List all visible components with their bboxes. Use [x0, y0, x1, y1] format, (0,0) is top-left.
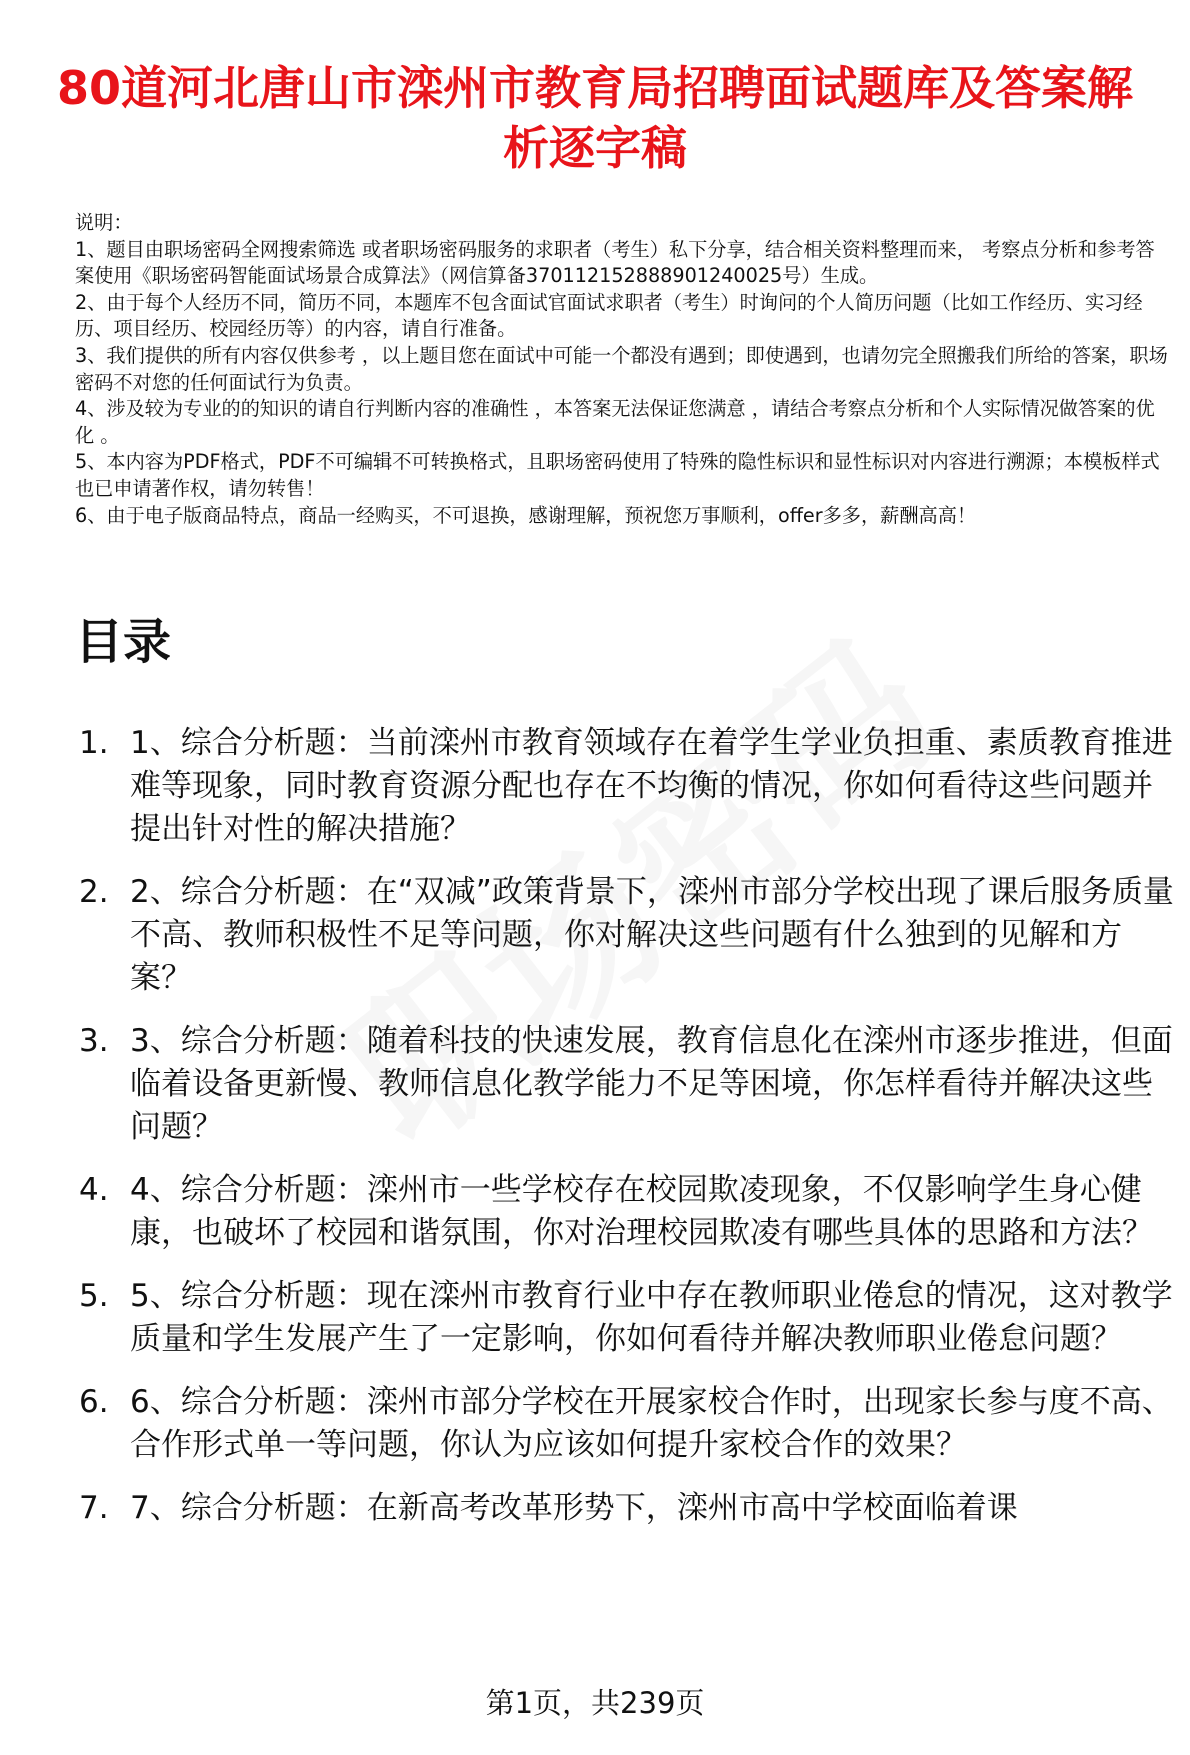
toc-list	[75, 722, 1175, 1550]
toc-item-number: 6.	[79, 1384, 109, 1420]
note-item: 2、由于每个人经历不同，简历不同，本题库不包含面试官面试求职者（考生）时询问的个人简历问题（比如工作经历、实习经历、项目经历、校园经历等）的内容，请自行准备。	[75, 290, 1143, 341]
toc-item[interactable]	[75, 722, 1175, 851]
toc-heading: 目录	[75, 614, 172, 670]
toc-item-number: 3.	[79, 1023, 109, 1059]
toc-item[interactable]	[75, 1487, 1175, 1530]
note-item: 4、涉及较为专业的的知识的请自行判断内容的准确性 ，本答案无法保证您满意 ，请结合考察点分析和个人实际情况做答案的优化 。	[75, 397, 1155, 447]
toc-item-text: 7、综合分析题：在新高考改革形势下，滦州市高中学校面临着课	[130, 1490, 1018, 1526]
toc-item-text: 2、综合分析题：在“双减”政策背景下，滦州市部分学校出现了课后服务质量不高、教师积极性不足等问题，你对解决这些问题有什么独到的见解和方案？	[130, 874, 1174, 996]
toc-item-text: 4、综合分析题：滦州市一些学校存在校园欺凌现象，不仅影响学生身心健康，也破坏了校园和谐氛围，你对治理校园欺凌有哪些具体的思路和方法？	[130, 1172, 1153, 1251]
toc-item-number: 7.	[79, 1490, 109, 1526]
toc-item[interactable]	[75, 1020, 1175, 1149]
note-item: 1、题目由职场密码全网搜索筛选 或者职场密码服务的求职者（考生）私下分享，结合相关资料整理而来， 考察点分析和参考答案使用《职场密码智能面试场景合成算法》（网信算备370112152888901240025号）生成。	[75, 237, 1155, 288]
note-item: 3、我们提供的所有内容仅供参考 ，以上题目您在面试中可能一个都没有遇到；即使遇到，也请勿完全照搬我们所给的答案，职场密码不对您的任何面试行为负责。	[75, 343, 1168, 394]
toc-item-number: 4.	[79, 1172, 109, 1208]
toc-item[interactable]	[75, 1275, 1175, 1361]
toc-item-number: 1.	[79, 725, 109, 761]
toc-item-text: 5、综合分析题：现在滦州市教育行业中存在教师职业倦怠的情况，这对教学质量和学生发展产生了一定影响，你如何看待并解决教师职业倦怠问题？	[130, 1278, 1173, 1357]
note-item: 6、由于电子版商品特点，商品一经购买，不可退换，感谢理解，预祝您万事顺利，offer多多，薪酬高高！	[75, 503, 977, 527]
toc-item-text: 3、综合分析题：随着科技的快速发展，教育信息化在滦州市逐步推进，但面临着设备更新慢、教师信息化教学能力不足等困境，你怎样看待并解决这些问题？	[130, 1023, 1173, 1145]
notes-heading: 说明：	[75, 211, 133, 234]
toc-item-text: 6、综合分析题：滦州市部分学校在开展家校合作时，出现家长参与度不高、合作形式单一等问题，你认为应该如何提升家校合作的效果？	[130, 1384, 1173, 1463]
toc-item-number: 5.	[79, 1278, 109, 1314]
note-item: 5、本内容为PDF格式，PDF不可编辑不可转换格式，且职场密码使用了特殊的隐性标识和显性标识对内容进行溯源；本模板样式也已申请著作权，请勿转售！	[75, 450, 1160, 500]
toc-item-number: 2.	[79, 874, 109, 910]
page-footer: 第1页，共239页	[485, 1686, 705, 1720]
document-title: 80道河北唐山市滦州市教育局招聘面试题库及答案解析逐字稿	[56, 61, 1133, 175]
toc-item[interactable]	[75, 1381, 1175, 1467]
notes-section	[75, 210, 1170, 529]
toc-item[interactable]	[75, 1169, 1175, 1255]
toc-item[interactable]	[75, 871, 1175, 1000]
toc-item-text: 1、综合分析题：当前滦州市教育领域存在着学生学业负担重、素质教育推进难等现象，同时教育资源分配也存在不均衡的情况，你如何看待这些问题并提出针对性的解决措施？	[130, 725, 1173, 847]
